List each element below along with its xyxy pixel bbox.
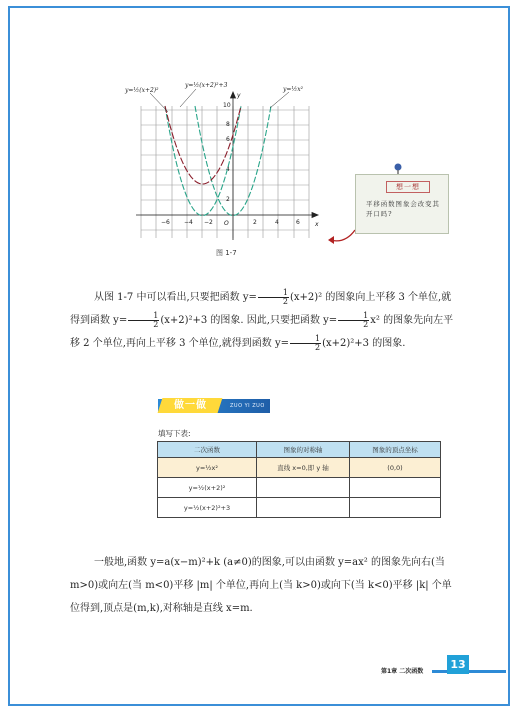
table-row <box>158 478 441 498</box>
fraction <box>338 312 369 329</box>
label-curve-1: y=½(x+2)² <box>125 87 159 94</box>
table-header: 图象的对称轴 <box>257 442 350 458</box>
x-axis-label: x <box>315 221 319 228</box>
figure-caption: 图 1-7 <box>216 249 237 257</box>
table-cell-vertex <box>350 478 441 498</box>
para1-part4: x² 的图象先向左平移 2 个单位,再向上平移 3 个单位,就得到函数 y= <box>70 315 454 349</box>
frac-num: 1 <box>258 289 289 298</box>
para1-part3: (x+2)²+3 的图象. 因此,只要把函数 y= <box>160 315 338 326</box>
y-axis-label: y <box>237 92 241 99</box>
para1-part1: 从图 1-7 中可以看出,只要把函数 y= <box>94 292 257 303</box>
tick-neg2: −2 <box>204 219 213 226</box>
frac-den: 2 <box>363 320 369 329</box>
frac-den: 2 <box>282 297 288 306</box>
table-cell-axis <box>257 498 350 518</box>
chapter-label: 第1章 二次函数 <box>381 668 424 675</box>
note-title: 想一想 <box>386 181 430 193</box>
tick-neg4: −4 <box>184 219 193 226</box>
frac-den: 2 <box>153 320 159 329</box>
table-header-row <box>158 442 441 458</box>
frac-num: 1 <box>338 312 369 321</box>
page-number: 13 <box>447 655 469 674</box>
table-cell-axis: 直线 x=0,即 y 轴 <box>257 458 350 478</box>
table-caption: 填写下表: <box>158 429 191 438</box>
para1-part5: (x+2)²+3 的图象. <box>322 338 406 349</box>
fraction <box>128 312 159 329</box>
table-cell-func: y=½(x+2)²+3 <box>158 498 257 518</box>
table-cell-func: y=½x² <box>158 458 257 478</box>
paragraph-2: 一般地,函数 y=a(x−m)²+k (a≠0)的图象,可以由函数 y=ax² 的图象先向右(当 m>0)或向左(当 m<0)平移 |m| 个单位,再向上(当 k>0)或向下(当 k<0)平移 |k| 个单位得到,顶点是(m,k),对称轴是直线 x=m. <box>70 557 452 614</box>
table-cell-func: y=½(x+2)² <box>158 478 257 498</box>
frac-num: 1 <box>290 335 321 344</box>
think-note <box>355 174 449 234</box>
tick-6: 6 <box>296 219 300 226</box>
label-curve-3: y=½x² <box>283 86 304 93</box>
frac-num: 1 <box>128 312 159 321</box>
ytick-6: 6 <box>226 136 230 143</box>
tick-2: 2 <box>253 219 257 226</box>
fraction <box>258 289 289 306</box>
table-header: 图象的顶点坐标 <box>350 442 441 458</box>
fill-table <box>157 441 441 518</box>
frac-den: 2 <box>315 343 321 352</box>
table-cell-vertex <box>350 498 441 518</box>
activity-banner <box>158 399 270 413</box>
table-header: 二次函数 <box>158 442 257 458</box>
table-cell-axis <box>257 478 350 498</box>
ytick-10: 10 <box>223 102 231 109</box>
table-cell-vertex: (0,0) <box>350 458 441 478</box>
origin-label: O <box>224 220 229 227</box>
banner-title: 做一做 <box>174 400 207 411</box>
tick-4: 4 <box>275 219 279 226</box>
footer-bar <box>432 670 506 673</box>
ytick-2: 2 <box>226 196 230 203</box>
para1-part2: (x+2)² 的图象向上平移 3 个单位,就得到函数 y= <box>70 292 452 326</box>
ytick-4: 4 <box>226 166 230 173</box>
fraction <box>290 335 321 352</box>
label-curve-2: y=½(x+2)²+3 <box>185 82 228 89</box>
tick-neg6: −6 <box>161 219 170 226</box>
banner-pinyin: ZUO YI ZUO <box>230 403 265 409</box>
table-row <box>158 458 441 478</box>
note-text: 平移函数图象会改变其开口吗? <box>366 200 440 218</box>
table-row <box>158 498 441 518</box>
paragraph-1 <box>70 286 460 355</box>
ytick-8: 8 <box>226 121 230 128</box>
